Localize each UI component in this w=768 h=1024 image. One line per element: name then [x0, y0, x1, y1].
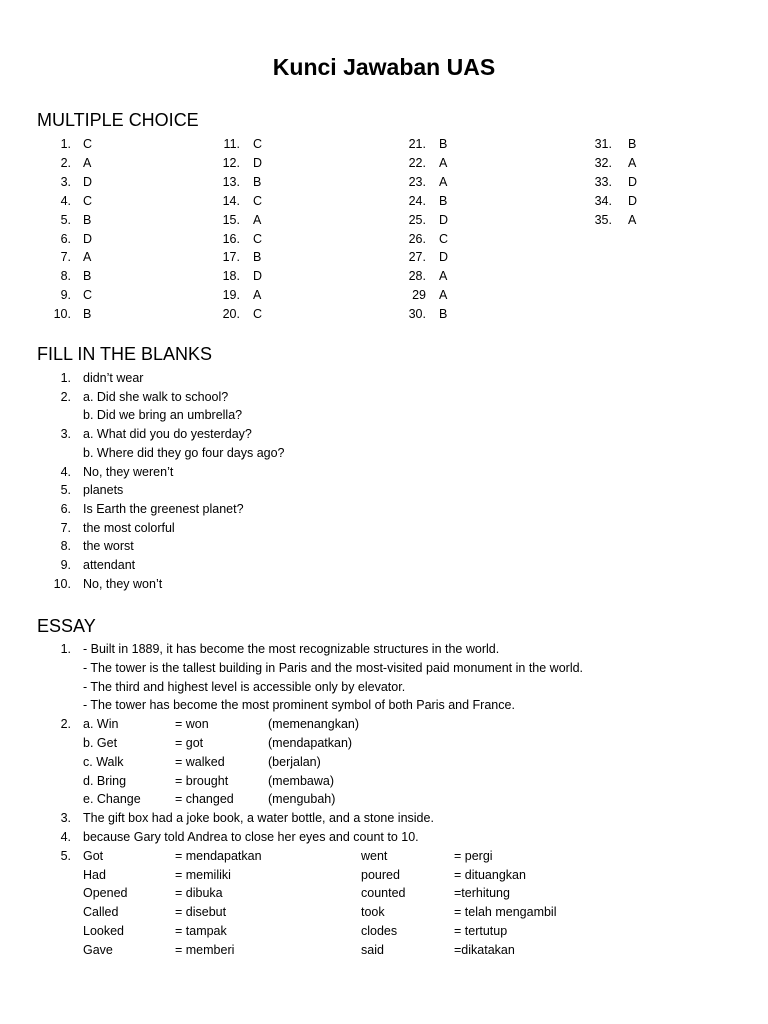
heading-essay: ESSAY [37, 616, 96, 636]
mc-number: 27. [408, 250, 426, 265]
mc-number: 16. [222, 231, 240, 246]
mc-number: 30. [408, 307, 426, 322]
vocab-meaning: = dituangkan [454, 867, 526, 882]
fill-answer: planets [83, 483, 124, 498]
mc-number: 24. [408, 193, 426, 208]
vocab-meaning: = memiliki [175, 867, 231, 882]
fill-answer: didn’t wear [83, 371, 144, 385]
mc-number: 26. [408, 231, 426, 246]
page-title: Kunci Jawaban UAS [272, 54, 496, 80]
essay-meaning: (mendapatkan) [268, 736, 353, 750]
mc-answer: B [439, 307, 448, 322]
essay-number: 2. [60, 717, 71, 732]
fill-answer: the worst [83, 539, 134, 554]
mc-answer: A [83, 155, 92, 170]
mc-number: 1. [60, 137, 71, 151]
essay-number: 1. [60, 642, 71, 656]
fill-number: 1. [60, 371, 71, 385]
heading-fill-in-the-blanks: FILL IN THE BLANKS [37, 344, 213, 364]
mc-number: 8. [60, 269, 71, 284]
mc-answer: C [83, 137, 93, 151]
essay-line: - The tower has become the most prominent symbol of both Paris and France. [83, 698, 515, 713]
fill-answer: No, they won’t [83, 576, 163, 591]
essay-line: - Built in 1889, it has become the most recognizable structures in the world. [83, 642, 500, 656]
mc-answer: D [83, 231, 93, 246]
essay-meaning: (berjalan) [268, 754, 321, 769]
fill-number: 9. [60, 558, 71, 572]
mc-number: 7. [60, 250, 71, 265]
essay-past: = won [175, 717, 209, 732]
mc-number: 10. [53, 307, 71, 322]
vocab-meaning: =dikatakan [454, 942, 515, 957]
mc-answer: D [628, 193, 638, 208]
mc-answer: B [439, 193, 448, 208]
mc-answer: A [628, 155, 637, 170]
vocab-meaning: = mendapatkan [175, 848, 262, 863]
essay-line: - The tower is the tallest building in Paris and the most-visited paid monument in the world. [83, 660, 584, 675]
mc-number: 19. [222, 288, 240, 303]
fill-number: 2. [60, 389, 71, 404]
mc-number: 17. [222, 250, 240, 265]
vocab-word: said [361, 942, 384, 957]
mc-answer: D [253, 155, 263, 170]
essay-past: = changed [175, 792, 234, 807]
vocab-word: counted [361, 886, 406, 901]
mc-number: 20. [222, 307, 240, 322]
essay-number: 5. [60, 848, 71, 863]
vocab-word: Called [83, 905, 119, 920]
mc-number: 4. [60, 193, 71, 208]
mc-number: 32. [594, 155, 612, 170]
vocab-word: Got [83, 848, 104, 863]
vocab-meaning: = dibuka [175, 886, 223, 901]
fill-number: 6. [60, 501, 71, 516]
mc-number: 35. [594, 212, 612, 227]
essay-line: The gift box had a joke book, a water bottle, and a stone inside. [83, 811, 434, 826]
mc-number: 5. [60, 212, 71, 227]
fill-number: 10. [53, 576, 71, 591]
vocab-word: Opened [83, 886, 128, 901]
vocab-word: Gave [83, 942, 113, 957]
vocab-word: went [361, 848, 388, 863]
mc-number: 2. [60, 155, 71, 170]
fill-answer: a. What did you do yesterday? [83, 427, 252, 442]
fill-number: 4. [60, 464, 71, 479]
mc-number: 23. [408, 174, 426, 189]
mc-answer: A [439, 288, 448, 303]
fill-number: 5. [60, 483, 71, 498]
essay-meaning: (memenangkan) [268, 717, 360, 732]
fill-answer: attendant [83, 558, 136, 572]
vocab-meaning: = pergi [454, 848, 493, 863]
vocab-meaning: = memberi [175, 942, 235, 957]
mc-answer: A [253, 212, 262, 227]
mc-number: 9. [60, 288, 71, 303]
mc-answer: A [83, 250, 92, 265]
essay-past: = walked [175, 754, 225, 769]
essay-number: 4. [60, 830, 71, 844]
mc-number: 31. [594, 137, 612, 151]
mc-number: 22. [408, 155, 426, 170]
fill-number: 8. [60, 539, 71, 554]
mc-answer: B [253, 174, 262, 189]
vocab-word: took [361, 905, 385, 920]
vocab-meaning: = disebut [175, 905, 227, 920]
fill-answer: No, they weren’t [83, 464, 174, 479]
mc-number: 18. [222, 269, 240, 284]
mc-number: 29 [412, 288, 426, 303]
essay-line: because Gary told Andrea to close her eyes and count to 10. [83, 830, 419, 844]
essay-verb: b. Get [83, 736, 118, 750]
mc-number: 25. [408, 212, 426, 227]
fill-answer: a. Did she walk to school? [83, 389, 229, 404]
mc-answer: C [253, 307, 263, 322]
vocab-word: Had [83, 867, 106, 882]
mc-answer: C [83, 288, 93, 303]
mc-answer: D [83, 174, 93, 189]
mc-number: 3. [60, 174, 71, 189]
mc-number: 12. [222, 155, 240, 170]
heading-multiple-choice: MULTIPLE CHOICE [37, 110, 199, 130]
mc-answer: B [253, 250, 262, 265]
essay-past: = got [175, 736, 204, 750]
essay-meaning: (mengubah) [268, 792, 336, 807]
mc-number: 11. [223, 137, 240, 151]
mc-answer: C [83, 193, 93, 208]
mc-answer: B [628, 137, 637, 151]
fill-answer: b. Did we bring an umbrella? [83, 408, 243, 423]
essay-past: = brought [175, 773, 229, 788]
fill-number: 3. [60, 427, 71, 442]
mc-answer: B [83, 307, 92, 322]
mc-number: 28. [408, 269, 426, 284]
fill-answer: the most colorful [83, 520, 175, 535]
vocab-word: clodes [361, 924, 398, 938]
mc-number: 15. [222, 212, 240, 227]
mc-number: 34. [594, 193, 612, 208]
mc-answer: A [439, 269, 448, 284]
essay-verb: d. Bring [83, 773, 127, 788]
mc-answer: C [253, 137, 263, 151]
essay-verb: a. Win [83, 717, 119, 732]
vocab-meaning: = telah mengambil [454, 905, 557, 920]
essay-meaning: (membawa) [268, 773, 334, 788]
mc-answer: C [253, 231, 263, 246]
mc-answer: C [439, 231, 449, 246]
vocab-word: Looked [83, 924, 125, 938]
essay-line: - The third and highest level is accessible only by elevator. [83, 679, 406, 694]
fill-answer: b. Where did they go four days ago? [83, 445, 285, 460]
mc-number: 13. [222, 174, 240, 189]
mc-answer: B [439, 137, 448, 151]
mc-answer: C [253, 193, 263, 208]
essay-number: 3. [60, 811, 71, 826]
mc-answer: A [253, 288, 262, 303]
mc-answer: A [439, 155, 448, 170]
mc-number: 33. [594, 174, 612, 189]
mc-number: 14. [222, 193, 240, 208]
mc-answer: D [439, 250, 449, 265]
vocab-word: poured [361, 867, 400, 882]
vocab-meaning: = tampak [175, 924, 227, 938]
essay-verb: c. Walk [83, 754, 124, 769]
mc-answer: D [439, 212, 449, 227]
fill-number: 7. [60, 520, 71, 535]
mc-number: 6. [60, 231, 71, 246]
essay-verb: e. Change [83, 792, 141, 807]
mc-number: 21. [408, 137, 426, 151]
mc-answer: B [83, 269, 92, 284]
mc-answer: D [628, 174, 638, 189]
vocab-meaning: =terhitung [454, 886, 510, 901]
mc-answer: A [439, 174, 448, 189]
mc-answer: D [253, 269, 263, 284]
mc-answer: A [628, 212, 637, 227]
mc-answer: B [83, 212, 92, 227]
vocab-meaning: = tertutup [454, 924, 508, 938]
fill-answer: Is Earth the greenest planet? [83, 501, 244, 516]
